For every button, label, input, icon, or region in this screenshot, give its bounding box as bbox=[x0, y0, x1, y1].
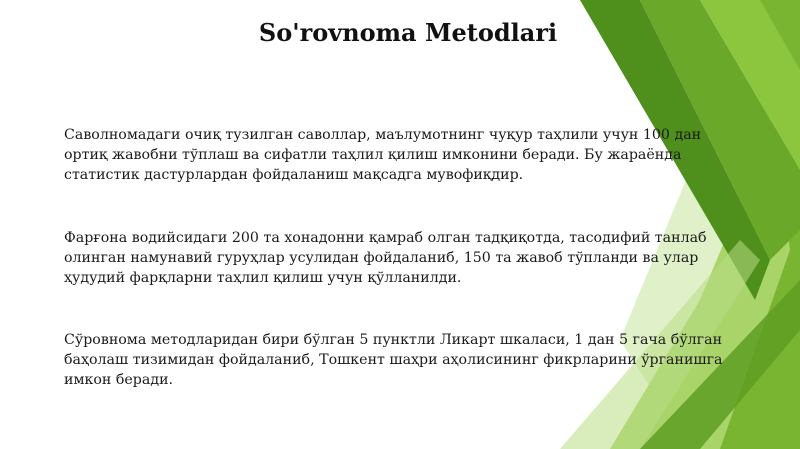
slide-title: So'rovnoma Metodlari bbox=[258, 18, 558, 47]
paragraph-open-questions: Саволномадаги очиқ тузилган саволлар, маълумотнинг чуқур таҳлили учун 100 дан ортиқ жавобни тўплаш ва сифатли таҳлил қилиш имконини беради. Бу жараёнда статистик дастурлардан фойдаланиш мақсадга мувофиқдир. bbox=[64, 127, 702, 183]
paragraph-likert-scale: Сўровнома методларидан бири бўлган 5 пунктли Ликарт шкаласи, 1 дан 5 гача бўлган баҳолаш тизимидан фойдаланиб, Тошкент шаҳри аҳолисининг фикрларини ўрганишга имкон беради. bbox=[64, 332, 723, 388]
paragraph-fergana-study: Фарғона водийсидаги 200 та хонадонни қамраб олган тадқиқотда, тасодифий танлаб олинган намунавий гуруҳлар усулидан фойдаланиб, 150 та жавоб тўпланди ва улар ҳудудий фарқларни таҳлил қилиш учун қўлланилди. bbox=[64, 230, 707, 286]
